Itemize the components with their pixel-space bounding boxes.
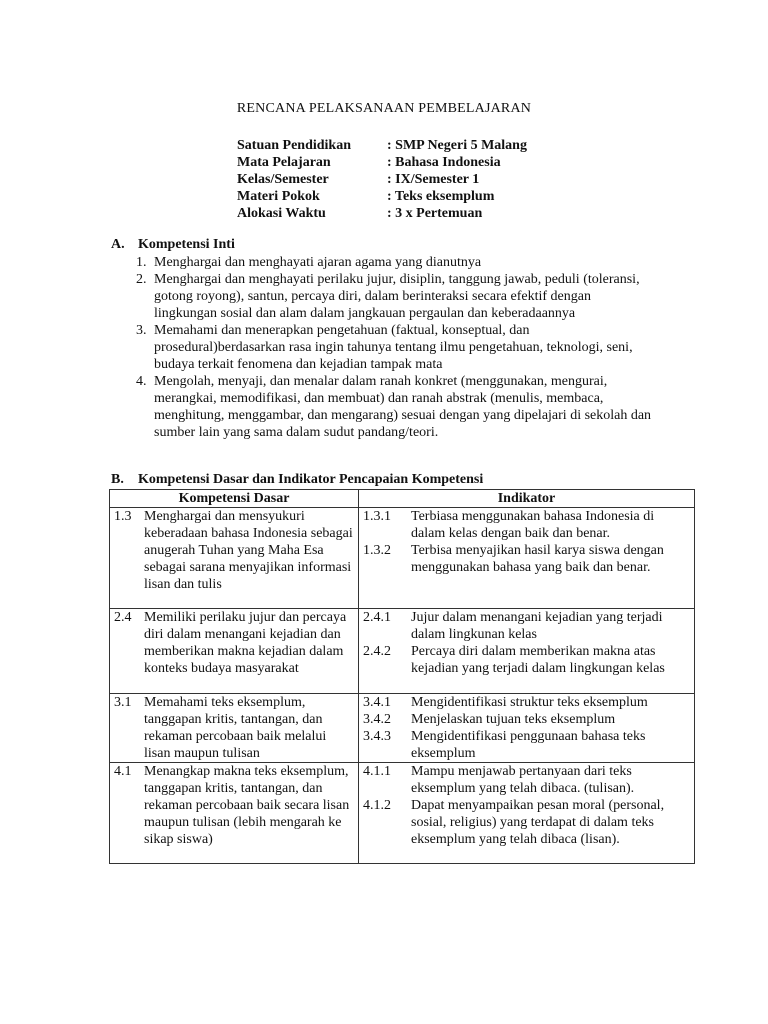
indicator-cell [359, 508, 695, 609]
indicator-text: Dapat menyampaikan pesan moral (personal, sosial, religius) yang terdapat di dalam teks eksemplum yang telah dibaca (lisan). [411, 798, 665, 847]
kd-indicator-table [109, 489, 695, 864]
indicator-number: 2.4.1 [363, 610, 391, 625]
indicator-number: 1.3.2 [363, 543, 391, 558]
identity-label: Alokasi Waktu [237, 206, 326, 221]
list-item-text: Menghargai dan menghayati perilaku jujur, disiplin, tanggung jawab, peduli (toleransi, gotong royong), santun, percaya diri, dalam berinteraksi secara efektif dengan lingkungan sosial dan alam dalam jangkauan pergaulan dan keberadaannya [154, 272, 640, 321]
list-item-text: Mengolah, menyaji, dan menalar dalam ranah konkret (menggunakan, mengurai, merangkai, memodifikasi, dan membuat) dan ranah abstrak (menulis, membaca, menghitung, menggambar, dan mengarang) sesuai dengan yang dipelajari di sekolah dan sumber lain yang sama dalam sudut pandang/teori. [154, 374, 652, 440]
section-a-letter: A. [111, 237, 125, 252]
identity-value: : IX/Semester 1 [387, 172, 480, 187]
indicator-cell [359, 763, 695, 864]
indicator-text: Terbiasa menggunakan bahasa Indonesia di dalam kelas dengan baik dan benar. [411, 509, 655, 541]
kd-text: Memahami teks eksemplum, tanggapan kritis, tantangan, dan rekaman percobaan baik melalui lisan maupun tulisan [144, 695, 327, 761]
list-item [136, 254, 656, 271]
indicator-number: 4.1.2 [363, 798, 391, 813]
indicator-item [359, 728, 694, 762]
table-header-row [110, 490, 695, 508]
list-item [136, 322, 656, 373]
indicator-number: 4.1.1 [363, 764, 391, 779]
list-item-number: 2. [136, 272, 147, 287]
indicator-text: Mampu menjawab pertanyaan dari teks eksemplum yang telah dibaca. (tulisan). [411, 764, 635, 796]
kd-text: Memiliki perilaku jujur dan percaya diri dalam menangani kejadian dan memberikan makna kejadian dalam konteks budaya masyarakat [144, 610, 347, 676]
section-b-heading [111, 472, 483, 488]
section-a-title: Kompetensi Inti [138, 237, 235, 252]
indicator-item [359, 542, 694, 576]
kd-cell [110, 609, 359, 694]
section-b-title: Kompetensi Dasar dan Indikator Pencapaian Kompetensi [138, 472, 484, 487]
identity-block [237, 137, 527, 222]
table-row [110, 763, 695, 864]
indicator-text: Mengidentifikasi penggunaan bahasa teks eksemplum [411, 729, 646, 761]
indicator-text: Terbisa menyajikan hasil karya siswa dengan menggunakan bahasa yang baik dan benar. [411, 543, 664, 575]
list-item-text: Menghargai dan menghayati ajaran agama yang dianutnya [154, 255, 482, 270]
indicator-cell [359, 609, 695, 694]
identity-label: Satuan Pendidikan [237, 138, 351, 153]
list-item [136, 271, 656, 322]
document-title: RENCANA PELAKSANAAN PEMBELAJARAN [236, 101, 532, 116]
indicator-item [359, 694, 694, 711]
indicator-number: 3.4.1 [363, 695, 391, 710]
kd-cell [110, 508, 359, 609]
kd-text: Menangkap makna teks eksemplum, tanggapan kritis, tantangan, dan rekaman percobaan baik secara lisan maupun tulisan (lebih mengarah ke sikap siswa) [144, 764, 350, 847]
indicator-text: Jujur dalam menangani kejadian yang terjadi dalam lingkunan kelas [411, 610, 663, 642]
indicator-item [359, 508, 694, 542]
indicator-cell [359, 694, 695, 763]
identity-label: Mata Pelajaran [237, 155, 331, 170]
section-b-letter: B. [111, 472, 124, 487]
kd-cell [110, 763, 359, 864]
list-item-number: 1. [136, 255, 147, 270]
kd-number: 1.3 [114, 509, 132, 524]
indicator-text: Mengidentifikasi struktur teks eksemplum [411, 695, 648, 710]
identity-row [237, 137, 527, 154]
kd-text: Menghargai dan mensyukuri keberadaan bahasa Indonesia sebagai anugerah Tuhan yang Maha Esa sebagai sarana menyajikan informasi lisan dan tulis [144, 509, 353, 592]
column-header-indikator: Indikator [359, 490, 695, 508]
identity-row [237, 188, 527, 205]
kompetensi-inti-list [136, 254, 656, 441]
table-row [110, 508, 695, 609]
kd-number: 3.1 [114, 695, 132, 710]
table-row [110, 694, 695, 763]
indicator-number: 3.4.2 [363, 712, 391, 727]
kd-number: 2.4 [114, 610, 132, 625]
list-item-number: 4. [136, 374, 147, 389]
identity-value: : SMP Negeri 5 Malang [387, 138, 527, 153]
indicator-number: 1.3.1 [363, 509, 391, 524]
list-item-number: 3. [136, 323, 147, 338]
kd-number: 4.1 [114, 764, 132, 779]
list-item [136, 373, 656, 441]
identity-label: Materi Pokok [237, 189, 320, 204]
indicator-text: Percaya diri dalam memberikan makna atas kejadian yang terjadi dalam lingkungan kelas [411, 644, 665, 676]
identity-row [237, 205, 527, 222]
identity-label: Kelas/Semester [237, 172, 329, 187]
column-header-kd: Kompetensi Dasar [110, 490, 359, 508]
indicator-text: Menjelaskan tujuan teks eksemplum [411, 712, 616, 727]
identity-row [237, 154, 527, 171]
indicator-item [359, 711, 694, 728]
indicator-item [359, 797, 694, 848]
list-item-text: Memahami dan menerapkan pengetahuan (faktual, konseptual, dan prosedural)berdasarkan rasa ingin tahunya tentang ilmu pengetahuan, teknologi, seni, budaya terkait fenomena dan kejadian tampak mata [154, 323, 633, 372]
identity-value: : 3 x Pertemuan [387, 206, 483, 221]
kd-cell [110, 694, 359, 763]
identity-value: : Teks eksemplum [387, 189, 495, 204]
indicator-number: 2.4.2 [363, 644, 391, 659]
indicator-item [359, 763, 694, 797]
indicator-item [359, 643, 694, 677]
table-row [110, 609, 695, 694]
identity-row [237, 171, 527, 188]
indicator-item [359, 609, 694, 643]
identity-value: : Bahasa Indonesia [387, 155, 501, 170]
indicator-number: 3.4.3 [363, 729, 391, 744]
section-a-heading [111, 237, 235, 253]
